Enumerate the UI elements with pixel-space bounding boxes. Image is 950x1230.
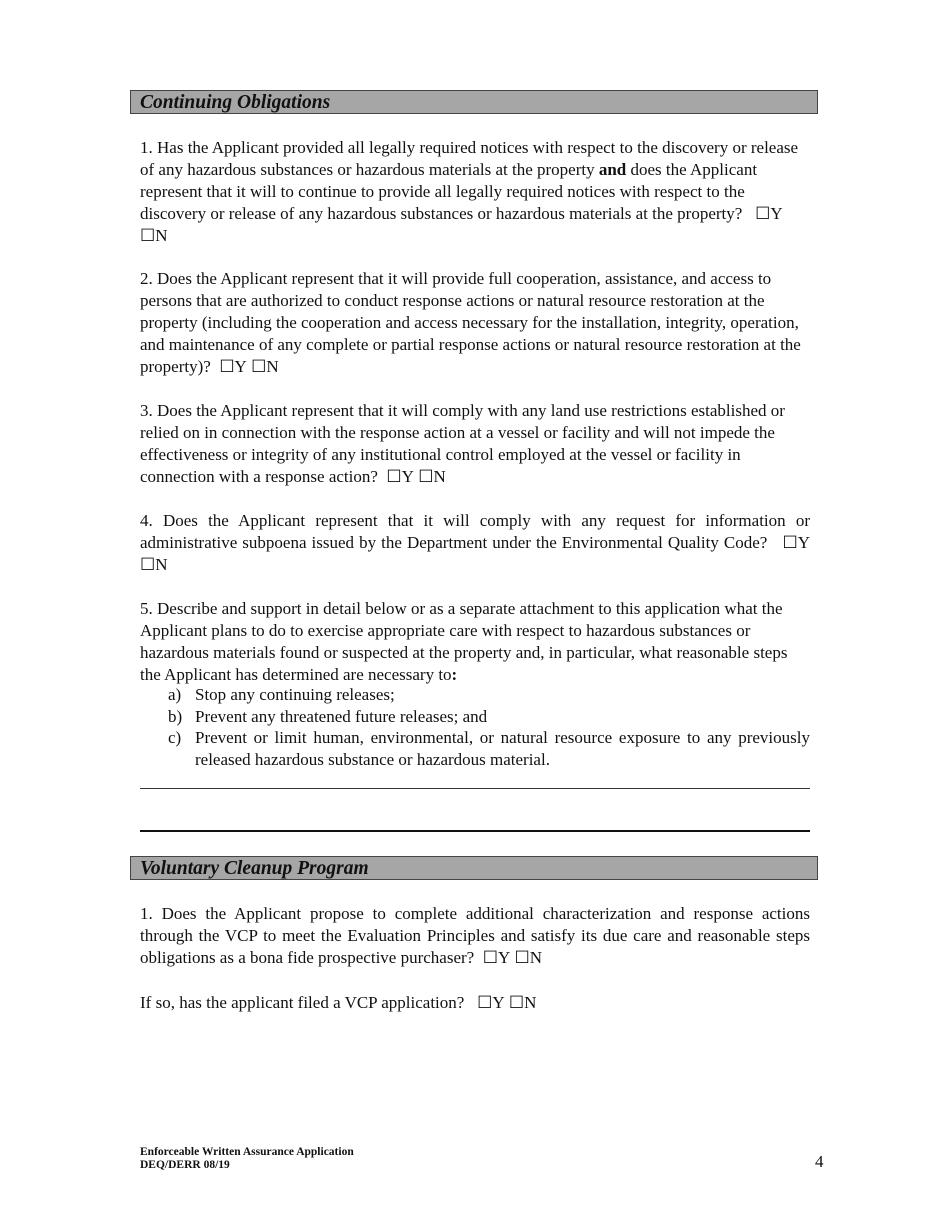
vcp-question-1-yes-checkbox[interactable]: ☐Y (482, 948, 511, 967)
footer-form-code: DEQ/DERR 08/19 (140, 1159, 230, 1171)
question-4 (140, 510, 810, 576)
question-3-no-checkbox[interactable]: ☐N (418, 467, 446, 486)
vcp-question-2-yes-checkbox[interactable]: ☐Y (477, 993, 505, 1012)
section-header-continuing-obligations (130, 90, 818, 114)
vcp-question-2-text: If so, has the applicant filed a VCP application? (140, 993, 465, 1012)
footer-document-info (140, 1146, 354, 1172)
question-1-bold: and (598, 160, 627, 179)
question-4-text: 4. Does the Applicant represent that it will comply with any request for information or administrative subpoena issued by the Department under the Environmental Quality Code? (140, 511, 810, 552)
question-2-no-checkbox[interactable]: ☐N (251, 357, 279, 376)
answer-line-1[interactable] (140, 788, 810, 789)
list-item-marker: a) (168, 685, 182, 704)
section-title: Voluntary Cleanup Program (140, 858, 369, 879)
question-5 (140, 598, 810, 686)
question-2-yes-checkbox[interactable]: ☐Y (219, 357, 247, 376)
list-item-text: Prevent any threatened future releases; and (195, 706, 488, 726)
vcp-question-2-no-checkbox[interactable]: ☐N (508, 993, 537, 1012)
section-title: Continuing Obligations (140, 92, 331, 113)
answer-line-2[interactable] (140, 830, 810, 832)
question-2-text: 2. Does the Applicant represent that it will provide full cooperation, assistance, and access to persons that are authorized to conduct response actions or natural resource restoration at the property (including the cooperation and access necessary for the installation, integrity, operation, and maintenance of any complete or partial response actions or natural resource restoration at the property)? (140, 269, 801, 376)
list-item-marker: b) (168, 706, 183, 726)
question-4-yes-checkbox[interactable]: ☐Y (782, 533, 811, 552)
question-3 (140, 400, 810, 488)
question-5-list (168, 684, 810, 770)
page-number: 4 (815, 1152, 824, 1171)
vcp-question-2 (140, 992, 810, 1014)
vcp-question-1-text: 1. Does the Applicant propose to complete additional characterization and response actions through the VCP to meet the Evaluation Principles and satisfy its due care and reasonable steps obligations as a bona fide prospective purchaser? (140, 904, 810, 967)
list-item-marker: c) (168, 728, 182, 747)
footer-title: Enforceable Written Assurance Application (140, 1146, 354, 1158)
question-1-no-checkbox[interactable]: ☐N (140, 226, 168, 245)
question-4-no-checkbox[interactable]: ☐N (140, 555, 168, 574)
question-2 (140, 268, 810, 378)
vcp-question-1-no-checkbox[interactable]: ☐N (514, 948, 543, 967)
question-5-colon: : (451, 665, 458, 684)
question-1-text: 1. Has the Applicant provided all legally required notices with respect to the discovery or release of any hazardous substances or hazardous materials at the property (140, 138, 799, 179)
list-item (168, 684, 810, 706)
list-item-text: Prevent or limit human, environmental, or natural resource exposure to any previously released hazardous substance or hazardous material. (195, 728, 810, 769)
question-1-text-rest: does the Applicant represent that it will to continue to provide all legally required notices with respect to the discovery or release of any hazardous substances or hazardous materials at the property? (140, 160, 758, 223)
list-item (168, 727, 810, 770)
question-1 (140, 137, 810, 247)
question-3-yes-checkbox[interactable]: ☐Y (386, 467, 414, 486)
list-item-text: Stop any continuing releases; (195, 685, 395, 704)
question-5-text: 5. Describe and support in detail below or as a separate attachment to this application what the Applicant plans to do to exercise appropriate care with respect to hazardous substances or hazardous materials found or suspected at the property and, in particular, what reasonable steps the Applicant has determined are necessary to (140, 599, 788, 684)
question-1-yes-checkbox[interactable]: ☐Y (755, 204, 783, 223)
section-header-voluntary-cleanup-program (130, 856, 818, 880)
vcp-question-1 (140, 903, 810, 969)
question-3-text: 3. Does the Applicant represent that it will comply with any land use restrictions established or relied on in connection with the response action at a vessel or facility and will not impede the effectiveness or integrity of any institutional control employed at the vessel or facility in connection with a response action? (140, 401, 785, 486)
list-item (168, 706, 810, 728)
